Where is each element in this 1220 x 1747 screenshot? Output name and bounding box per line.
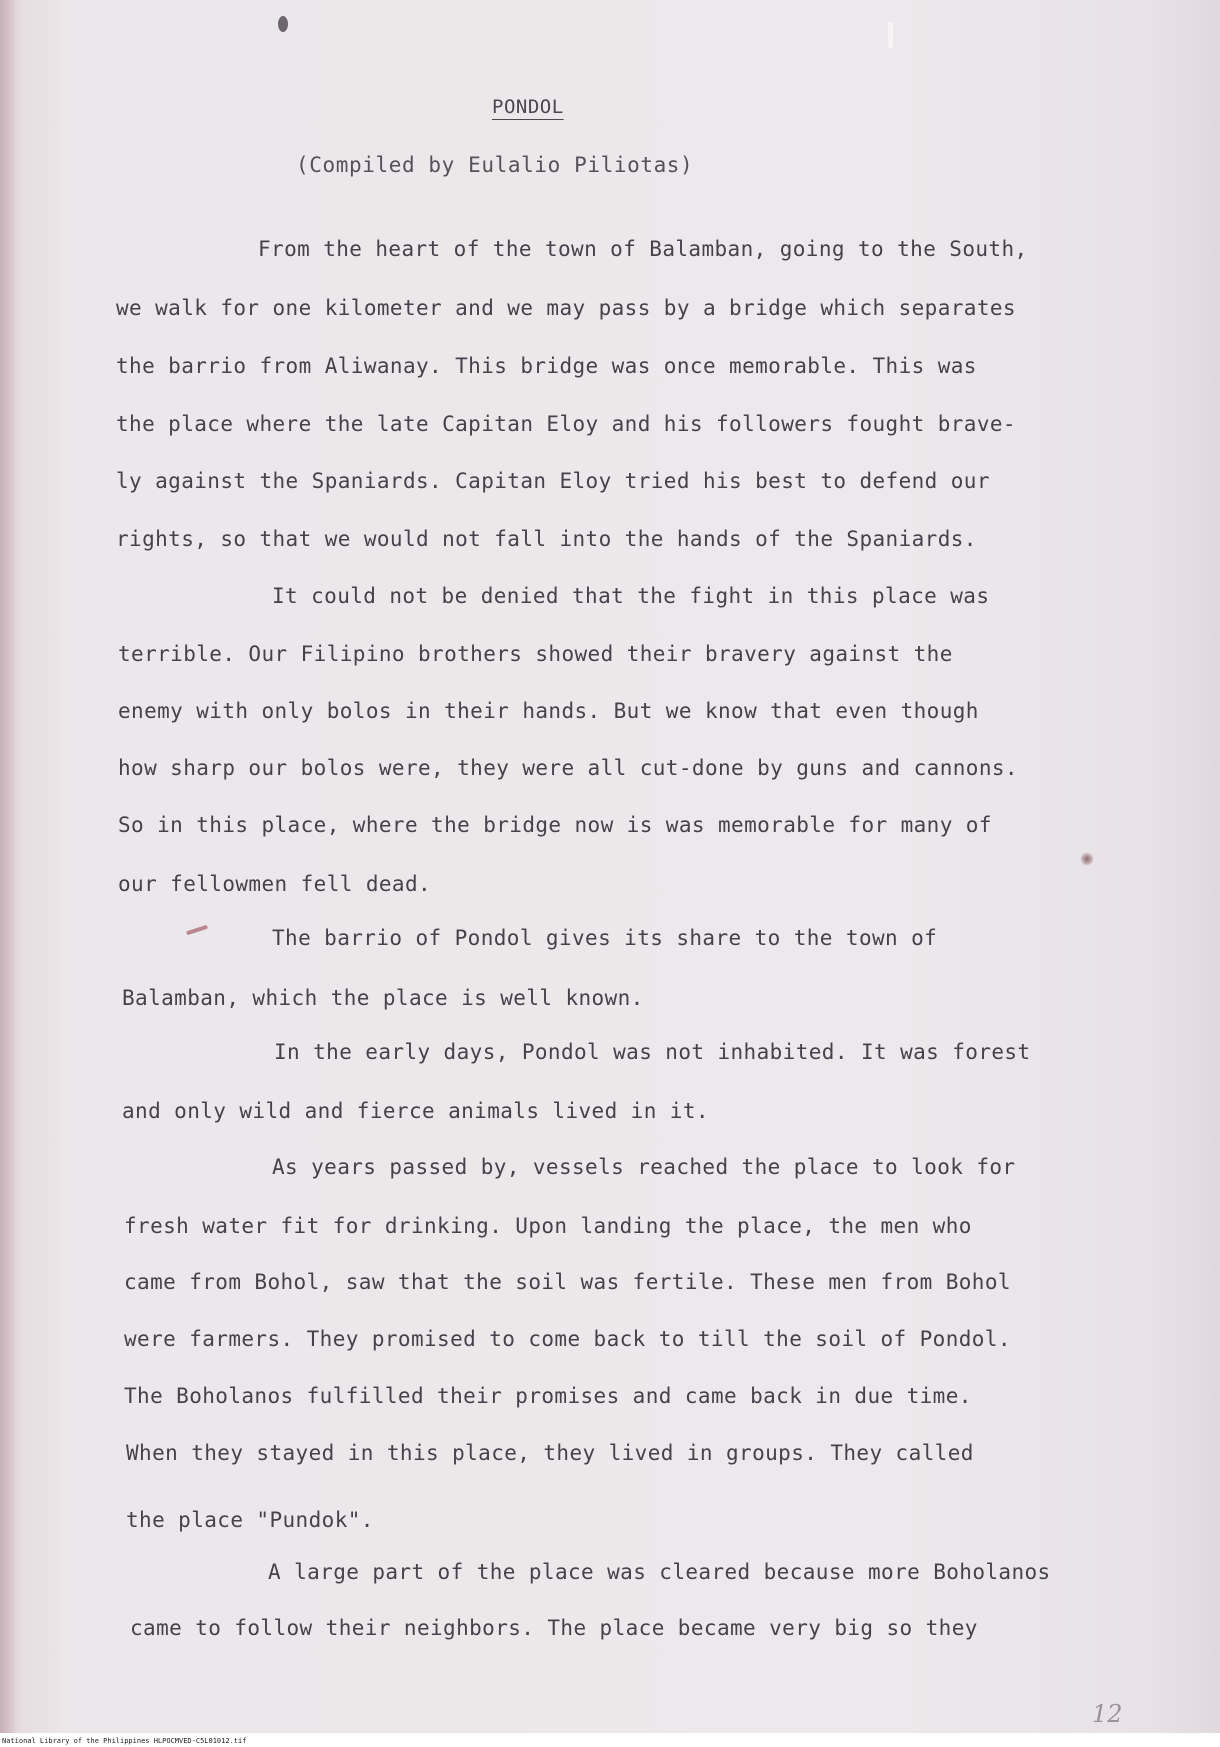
text-line: came to follow their neighbors. The place became very big so they	[130, 1616, 978, 1640]
text-line: enemy with only bolos in their hands. But we know that even though	[118, 699, 979, 723]
document-title: PONDOL	[492, 96, 564, 118]
text-line: how sharp our bolos were, they were all cut-done by guns and cannons.	[118, 756, 1018, 780]
text-line: the place where the late Capitan Eloy and his followers fought brave-	[116, 412, 1016, 436]
footer-caption: National Library of the Philippines HLPOCMVED-C5L01012.tif	[2, 1737, 247, 1745]
text-line: It could not be denied that the fight in this place was	[272, 584, 990, 608]
text-line: the place "Pundok".	[126, 1508, 374, 1532]
text-line: our fellowmen fell dead.	[118, 872, 432, 896]
text-line: came from Bohol, saw that the soil was fertile. These men from Bohol	[124, 1270, 1011, 1294]
text-line: The barrio of Pondol gives its share to the town of	[272, 926, 938, 950]
text-line: As years passed by, vessels reached the place to look for	[272, 1155, 1016, 1179]
text-line: So in this place, where the bridge now is was memorable for many of	[118, 813, 992, 837]
text-line: In the early days, Pondol was not inhabited. It was forest	[274, 1040, 1031, 1064]
page-number: 12	[1092, 1700, 1123, 1728]
document-byline: (Compiled by Eulalio Piliotas)	[296, 153, 694, 177]
text-line: Balamban, which the place is well known.	[122, 986, 644, 1010]
text-line: we walk for one kilometer and we may pass by a bridge which separates	[116, 296, 1016, 320]
text-line: were farmers. They promised to come back to till the soil of Pondol.	[124, 1327, 1011, 1351]
stain-right	[1080, 852, 1094, 866]
text-line: and only wild and fierce animals lived in it.	[122, 1099, 709, 1123]
page-edge-shadow	[0, 0, 14, 1733]
text-line: From the heart of the town of Balamban, going to the South,	[258, 237, 1028, 261]
ink-mark-left	[186, 925, 208, 936]
text-line: ly against the Spaniards. Capitan Eloy tried his best to defend our	[116, 469, 990, 493]
ink-mark-top	[278, 16, 288, 32]
text-line: The Boholanos fulfilled their promises and came back in due time.	[124, 1384, 972, 1408]
tape-mark-top	[888, 22, 893, 48]
text-line: A large part of the place was cleared because more Boholanos	[268, 1560, 1051, 1584]
text-line: the barrio from Aliwanay. This bridge was once memorable. This was	[116, 354, 977, 378]
text-line: rights, so that we would not fall into the hands of the Spaniards.	[116, 527, 977, 551]
text-line: fresh water fit for drinking. Upon landing the place, the men who	[124, 1214, 972, 1238]
text-line: terrible. Our Filipino brothers showed their bravery against the	[118, 642, 953, 666]
text-line: When they stayed in this place, they lived in groups. They called	[126, 1441, 974, 1465]
